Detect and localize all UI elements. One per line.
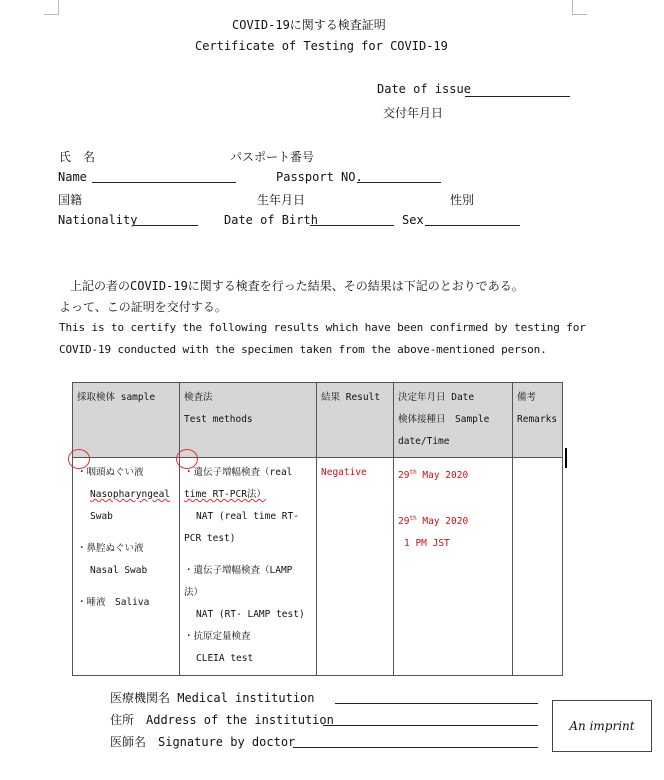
passport-label-ja: パスポート番号	[230, 150, 315, 164]
nationality-label-en: Nationality	[58, 213, 138, 227]
annotation-circle-sample	[68, 449, 90, 469]
result-value: Negative	[321, 467, 367, 478]
table-header-row	[73, 383, 563, 458]
method-cell: ・遺伝子増幅検査（real time RT-PCR法） NAT (real time RT- PCR test) ・遺伝子増幅検査（LAMP 法） NAT (RT- LAMP test) ・抗原定量検査 CLEIA test	[180, 458, 317, 676]
passport-line	[357, 182, 441, 183]
sample-nasopharyngeal-en: Nasopharyngeal	[90, 489, 171, 500]
nationality-line	[134, 225, 198, 226]
method-antigen-en: CLEIA test	[196, 653, 254, 664]
imprint-label: An imprint	[569, 719, 635, 733]
sample-saliva: ・唾液 Saliva	[77, 597, 150, 608]
corner-mark-top-left	[44, 0, 59, 15]
statement-en-line1: This is to certify the following results which have been confirmed by testing for	[59, 321, 586, 334]
method-pcr-ja2: time RT-PCR法）	[184, 489, 266, 500]
issue-date-label: Date of issue	[377, 82, 471, 96]
passport-label-en: Passport NO.	[276, 170, 363, 184]
sample-cell: ・咽頭ぬぐい液 Nasopharyngeal Swab ・鼻腔ぬぐい液 Nasal Swab ・唾液 Saliva	[73, 458, 180, 676]
results-table	[72, 382, 563, 676]
sex-label-ja: 性別	[450, 193, 475, 207]
decision-date: 29th May 2020	[398, 469, 469, 482]
sample-nasopharyngeal-en2: Swab	[90, 511, 113, 522]
institution-line	[335, 703, 538, 704]
header-sample: 採取検体 sample	[73, 383, 180, 458]
issue-date-line	[465, 96, 570, 97]
name-label-en: Name	[58, 170, 87, 184]
dob-label-ja: 生年月日	[257, 193, 306, 207]
statement-ja-line1: 上記の者のCOVID-19に関する検査を行った結果、その結果は下記のとおりである。	[70, 279, 524, 293]
sex-line	[425, 225, 520, 226]
doctor-label: 医師名 Signature by doctor	[110, 735, 296, 749]
doctor-signature-line	[293, 747, 538, 748]
address-line	[323, 725, 538, 726]
remarks-cell	[513, 458, 563, 676]
method-lamp-en: NAT (RT- LAMP test)	[196, 609, 305, 620]
header-remarks: 備考 Remarks	[513, 383, 563, 458]
method-lamp-ja: ・遺伝子増幅検査（LAMP	[184, 565, 293, 576]
dob-line	[310, 225, 394, 226]
method-pcr-en2: PCR test)	[184, 533, 236, 544]
imprint-box	[552, 700, 652, 752]
corner-mark-top-right	[572, 0, 587, 15]
name-label-ja: 氏 名	[59, 150, 96, 164]
header-date: 決定年月日 Date 検体接種日 Sample date/Time	[394, 383, 513, 458]
sex-label-en: Sex	[402, 213, 424, 227]
text-cursor	[565, 448, 567, 468]
date-cell	[394, 458, 513, 676]
sample-date: 29th May 2020	[398, 515, 469, 528]
title-japanese: COVID-19に関する検査証明	[232, 18, 386, 32]
name-line	[92, 182, 236, 183]
method-antigen-ja: ・抗原定量検査	[184, 631, 251, 642]
title-english: Certificate of Testing for COVID-19	[195, 39, 448, 53]
statement-en-line2: COVID-19 conducted with the specimen taken from the above-mentioned person.	[59, 343, 547, 356]
header-method: 検査法 Test methods	[180, 383, 317, 458]
address-label: 住所 Address of the institution	[110, 713, 334, 727]
method-pcr-ja: 遺伝子増幅検査（real	[193, 467, 293, 478]
dob-label-en: Date of Birth	[224, 213, 318, 227]
sample-nasal-ja: ・鼻腔ぬぐい液	[77, 543, 144, 554]
table-row	[73, 458, 563, 676]
method-lamp-ja2: 法）	[184, 587, 204, 598]
header-result: 結果 Result	[317, 383, 394, 458]
method-pcr-en: NAT (real time RT-	[196, 511, 299, 522]
sample-nasopharyngeal-ja: 咽頭ぬぐい液	[86, 467, 144, 478]
sample-time: 1 PM JST	[404, 538, 450, 550]
result-cell	[317, 458, 394, 676]
institution-label: 医療機関名 Medical institution	[110, 691, 315, 705]
sample-nasal-en: Nasal Swab	[90, 565, 148, 576]
nationality-label-ja: 国籍	[58, 193, 83, 207]
annotation-circle-method	[176, 449, 198, 469]
statement-ja-line2: よって、この証明を交付する。	[59, 300, 227, 314]
issue-date-label-ja: 交付年月日	[383, 106, 444, 120]
